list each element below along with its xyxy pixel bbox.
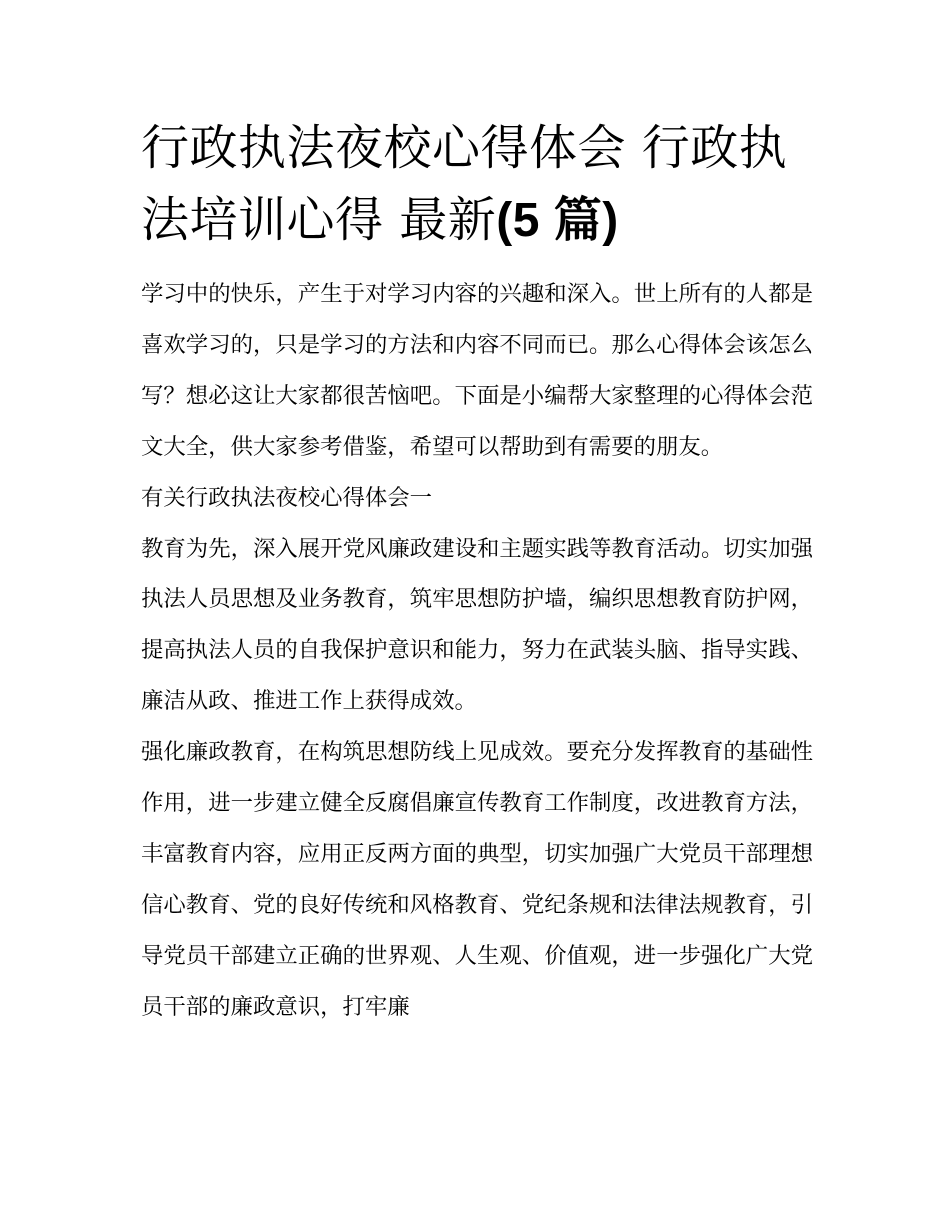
body-paragraph-2: 强化廉政教育，在构筑思想防线上见成效。要充分发挥教育的基础性作用，进一步建立健全反腐倡廉宣传教育工作制度，改进教育方法，丰富教育内容，应用正反两方面的典型，切实加强广大党员干部理想信心教育、党的良好传统和风格教育、党纪条规和法律法规教育，引导党员干部建立正确的世界观、人生观、价值观，进一步强化广大党员干部的廉政意识，打牢廉: [141, 739, 813, 1020]
document-title-count: (5 篇): [496, 194, 619, 247]
section-heading: 有关行政执法夜校心得体会一: [141, 484, 433, 511]
intro-paragraph: 学习中的快乐，产生于对学习内容的兴趣和深入。世上所有的人都是喜欢学习的，只是学习的方法和内容不同而已。那么心得体会该怎么写？想必这让大家都很苦恼吧。下面是小编帮大家整理的心得体会范文大全，供大家参考借鉴，希望可以帮助到有需要的朋友。: [141, 281, 813, 460]
document-title-text: 行政执法夜校心得体会 行政执法培训心得 最新: [141, 120, 788, 248]
document-body: [141, 112, 813, 1033]
body-paragraph-1: 教育为先，深入展开党风廉政建设和主题实践等教育活动。切实加强执法人员思想及业务教育，筑牢思想防护墙，编织思想教育防护网，提高执法人员的自我保护意识和能力，努力在武装头脑、指导实践、廉洁从政、推进工作上获得成效。: [141, 535, 813, 715]
document-title: [141, 112, 813, 257]
